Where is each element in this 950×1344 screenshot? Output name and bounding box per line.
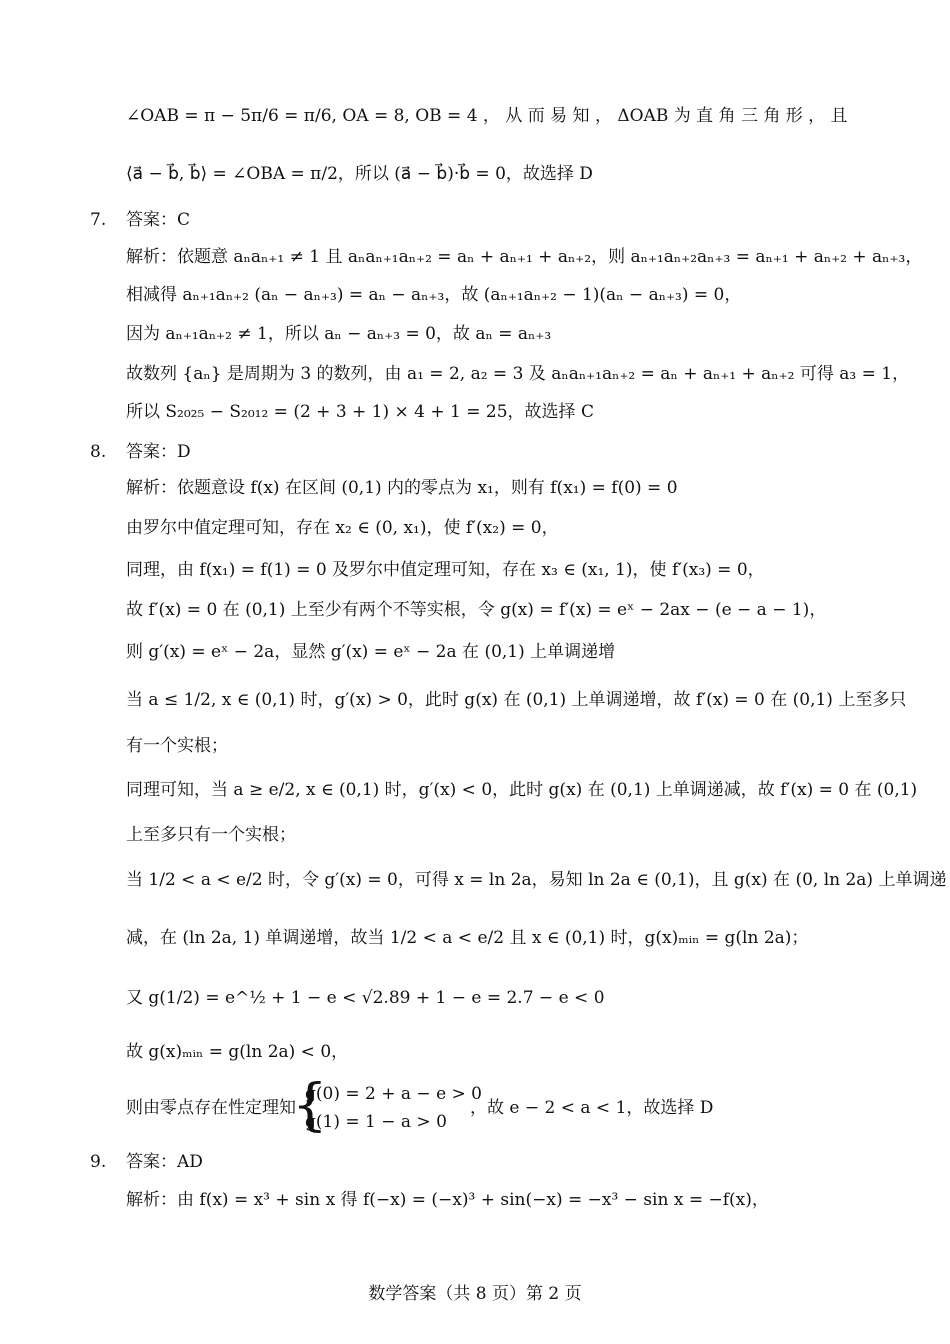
q6-line-1: ∠OAB = π − 5π/6 = π/6, OA = 8, OB = 4 ， 从 而 易 知 ， ΔOAB 为 直 角 三 角 形 ， 且 [126,106,848,126]
q7-line: 所以 S₂₀₂₅ − S₂₀₁₂ = (2 + 3 + 1) × 4 + 1 = 25，故选择 C [126,402,594,422]
q8-line: 有一个实根； [126,736,228,756]
q8-line: 故 g(x)ₘᵢₙ = g(ln 2a) < 0， [126,1042,349,1062]
page-footer: 数学答案（共 8 页）第 2 页 [368,1284,582,1304]
q7-line: 相减得 aₙ₊₁aₙ₊₂ (aₙ − aₙ₊₃) = aₙ − aₙ₊₃，故 (aₙ₊₁aₙ₊₂ − 1)(aₙ − aₙ₊₃) = 0， [126,285,742,305]
q8-line: 故 f′(x) = 0 在 (0,1) 上至少有两个不等实根，令 g(x) = f′(x) = eˣ − 2ax − (e − a − 1)， [126,600,827,620]
q8-line: 解析：依题意设 f(x) 在区间 (0,1) 内的零点为 x₁，则有 f(x₁) = f(0) = 0 [126,478,678,498]
q8-line: 当 1/2 < a < e/2 时，令 g′(x) = 0，可得 x = ln 2a，易知 ln 2a ∈ (0,1)，且 g(x) 在 (0, ln 2a) 上单调递 [126,870,947,890]
q8-line: 则由零点存在性定理知 [126,1098,296,1118]
q8-line: 同理可知，当 a ≥ e/2, x ∈ (0,1) 时，g′(x) < 0，此时 g(x) 在 (0,1) 上单调递减，故 f′(x) = 0 在 (0,1) [126,780,918,800]
q7-answer: 答案：C [126,210,191,230]
q7-line: 故数列 {aₙ} 是周期为 3 的数列，由 a₁ = 2, a₂ = 3 及 aₙaₙ₊₁aₙ₊₂ = aₙ + aₙ₊₁ + aₙ₊₂ 可得 a₃ = 1， [126,364,910,384]
system-eq-1: g(0) = 2 + a − e > 0 [305,1084,482,1104]
q8-line: ，故 e − 2 < a < 1，故选择 D [470,1098,714,1118]
q8-line: 上至多只有一个实根； [126,825,296,845]
q7-number: 7. [90,210,107,230]
q7-line: 解析：依题意 aₙaₙ₊₁ ≠ 1 且 aₙaₙ₊₁aₙ₊₂ = aₙ + aₙ₊₁ + aₙ₊₂，则 aₙ₊₁aₙ₊₂aₙ₊₃ = aₙ₊₁ + aₙ₊₂ + aₙ₊₃， [126,247,923,267]
q8-line: 又 g(1/2) = e^½ + 1 − e < √2.89 + 1 − e = 2.7 − e < 0 [126,988,605,1008]
q8-line: 则 g′(x) = eˣ − 2a，显然 g′(x) = eˣ − 2a 在 (0,1) 上单调递增 [126,642,616,662]
q7-line: 因为 aₙ₊₁aₙ₊₂ ≠ 1，所以 aₙ − aₙ₊₃ = 0，故 aₙ = aₙ₊₃ [126,324,552,344]
q9-answer: 答案：AD [126,1152,203,1172]
q8-answer: 答案：D [126,442,191,462]
q8-line: 同理，由 f(x₁) = f(1) = 0 及罗尔中值定理可知，存在 x₃ ∈ (x₁, 1)，使 f′(x₃) = 0， [126,560,765,580]
q9-number: 9. [90,1152,107,1172]
q8-line: 当 a ≤ 1/2, x ∈ (0,1) 时，g′(x) > 0，此时 g(x) 在 (0,1) 上单调递增，故 f′(x) = 0 在 (0,1) 上至多只 [126,690,907,710]
system-eq-2: g(1) = 1 − a > 0 [305,1112,447,1132]
system-brace: { [292,1073,328,1138]
equation-system [305,1080,482,1136]
q8-line: 由罗尔中值定理可知，存在 x₂ ∈ (0, x₁)，使 f′(x₂) = 0， [126,518,559,538]
q9-line-1: 解析：由 f(x) = x³ + sin x 得 f(−x) = (−x)³ + sin(−x) = −x³ − sin x = −f(x)， [126,1190,769,1210]
q6-line-2: ⟨a⃗ − b⃗, b⃗⟩ = ∠OBA = π/2，所以 (a⃗ − b⃗)·b⃗ = 0，故选择 D [126,164,593,184]
q8-number: 8. [90,442,107,462]
q8-line: 减，在 (ln 2a, 1) 单调递增，故当 1/2 < a < e/2 且 x ∈ (0,1) 时，g(x)ₘᵢₙ = g(ln 2a)； [126,928,809,948]
